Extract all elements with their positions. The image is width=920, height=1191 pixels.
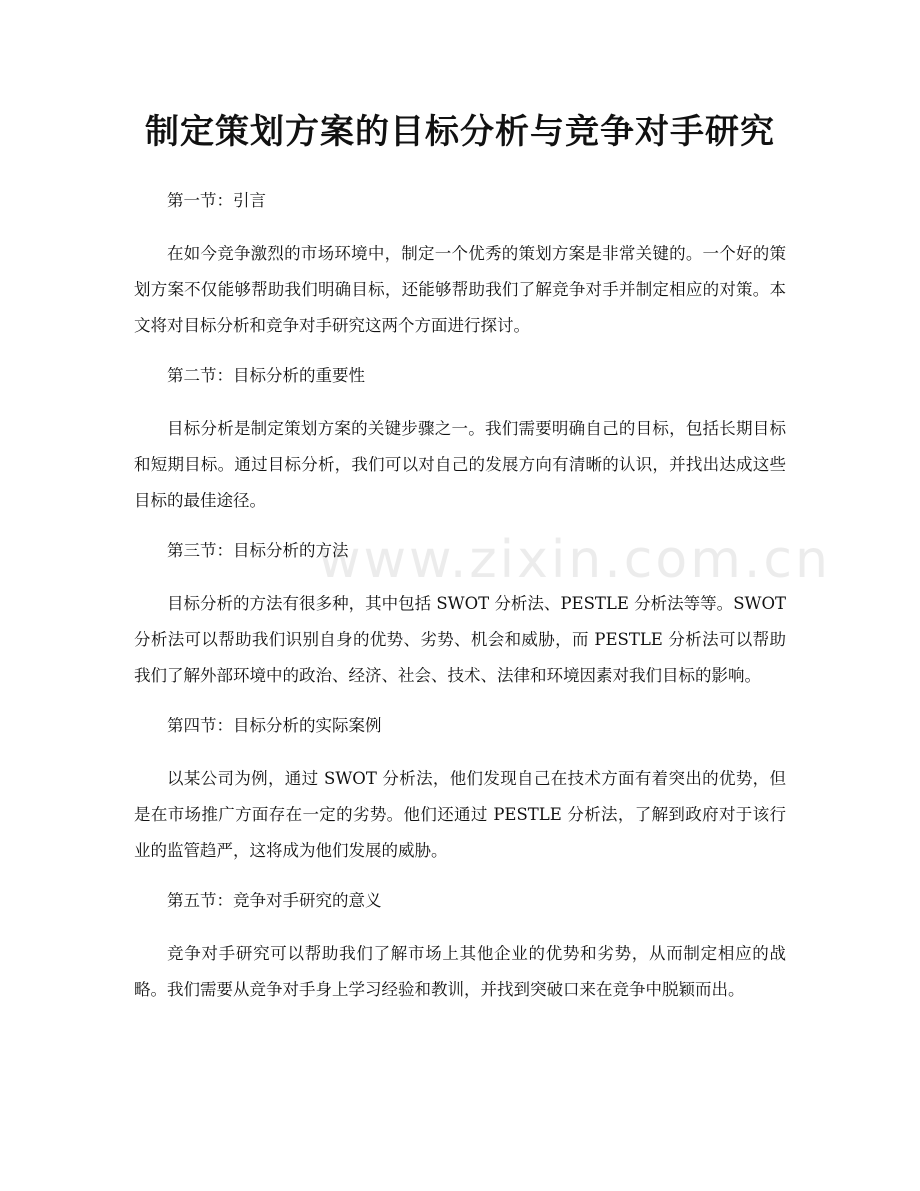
section-paragraph: 在如今竞争激烈的市场环境中，制定一个优秀的策划方案是非常关键的。一个好的策划方案不仅能够帮助我们明确目标，还能够帮助我们了解竞争对手并制定相应的对策。本文将对目标分析和竞争对手研究这两个方面进行探讨。 bbox=[134, 244, 786, 335]
section-heading: 第三节：目标分析的方法 bbox=[167, 541, 349, 560]
watermark: www.zixin.com.cn bbox=[318, 530, 831, 590]
section-paragraph: 竞争对手研究可以帮助我们了解市场上其他企业的优势和劣势，从而制定相应的战略。我们需要从竞争对手身上学习经验和教训，并找到突破口来在竞争中脱颖而出。 bbox=[134, 944, 786, 999]
section-heading: 第一节：引言 bbox=[167, 191, 266, 210]
section-paragraph: 目标分析是制定策划方案的关键步骤之一。我们需要明确自己的目标，包括长期目标和短期目标。通过目标分析，我们可以对自己的发展方向有清晰的认识，并找出达成这些目标的最佳途径。 bbox=[134, 419, 786, 510]
section-paragraph: 以某公司为例，通过 SWOT 分析法，他们发现自己在技术方面有着突出的优势，但是在市场推广方面存在一定的劣势。他们还通过 PESTLE 分析法，了解到政府对于该行业的监管趋严，这将成为他们发展的威胁。 bbox=[134, 769, 786, 860]
section-heading: 第五节：竞争对手研究的意义 bbox=[167, 891, 382, 910]
section-paragraph: 目标分析的方法有很多种，其中包括 SWOT 分析法、PESTLE 分析法等等。SWOT 分析法可以帮助我们识别自身的优势、劣势、机会和威胁，而 PESTLE 分析法可以帮助我们了解外部环境中的政治、经济、社会、技术、法律和环境因素对我们目标的影响。 bbox=[134, 594, 786, 685]
section-heading: 第二节：目标分析的重要性 bbox=[167, 366, 365, 385]
document-title: 制定策划方案的目标分析与竞争对手研究 bbox=[145, 112, 775, 152]
section-heading: 第四节：目标分析的实际案例 bbox=[167, 716, 382, 735]
